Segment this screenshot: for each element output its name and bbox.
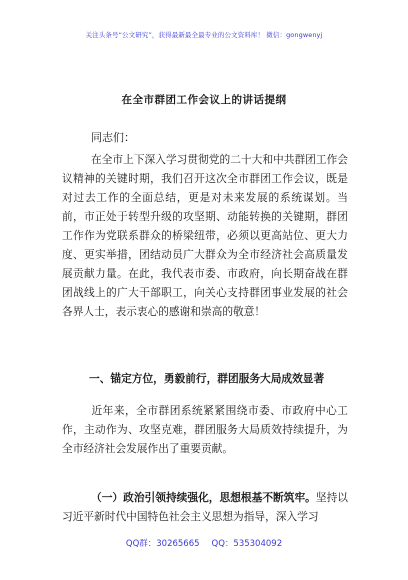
page-header-promo: 关注头条号“公文研究”，获得最新最全最专业的公文资料库！ 微信：gongwenyj [85,31,323,39]
document-title: 在全市群团工作会议上的讲话提纲 [121,94,287,106]
subsection-heading: （一）政治引领持续强化，思想根基不断筑牢。 [91,491,316,504]
qq-group-label: QQ群：30265665 [125,539,200,549]
paragraph-subsection1 [62,488,348,526]
paragraph-intro-text: 在全市上下深入学习贯彻党的二十大和中共群团工作会议精神的关键时期，我们召开这次全市群团工作会议，既是对过去工作的全面总结，更是对未来发展的系统谋划。当前，市正处于转型升级的攻坚期、动能转换的关键期，群团工作作为党联系群众的桥梁纽带，必须以更高站位、更大力度、更实举措，团结动员广大群众为全市经济社会高质量发展贡献力量。在此，我代表市委、市政府，向长期奋战在群团战线上的广大干部职工，向关心支持群团事业发展的社会各界人士，表示衷心的感谢和崇高的敬意！ [62,153,348,318]
section-heading-1: 一、锚定方位，勇毅前行，群团服务大局成效显著 [89,372,325,385]
paragraph-intro [62,150,348,321]
salutation: 同志们： [91,131,135,144]
paragraph-subsection1-text: 坚持以习近平新时代中国特色社会主义思想为指导，深入学习 [62,491,348,523]
qq-label: QQ：535304092 [211,539,283,549]
paragraph-section1-text: 近年来，全市群团系统紧紧围绕市委、市政府中心工作，主动作为、攻坚克难，群团服务大局质效持续提升，为全市经济社会发展作出了重要贡献。 [62,404,348,455]
paragraph-section1 [62,401,348,458]
page-footer-contact [0,537,408,549]
